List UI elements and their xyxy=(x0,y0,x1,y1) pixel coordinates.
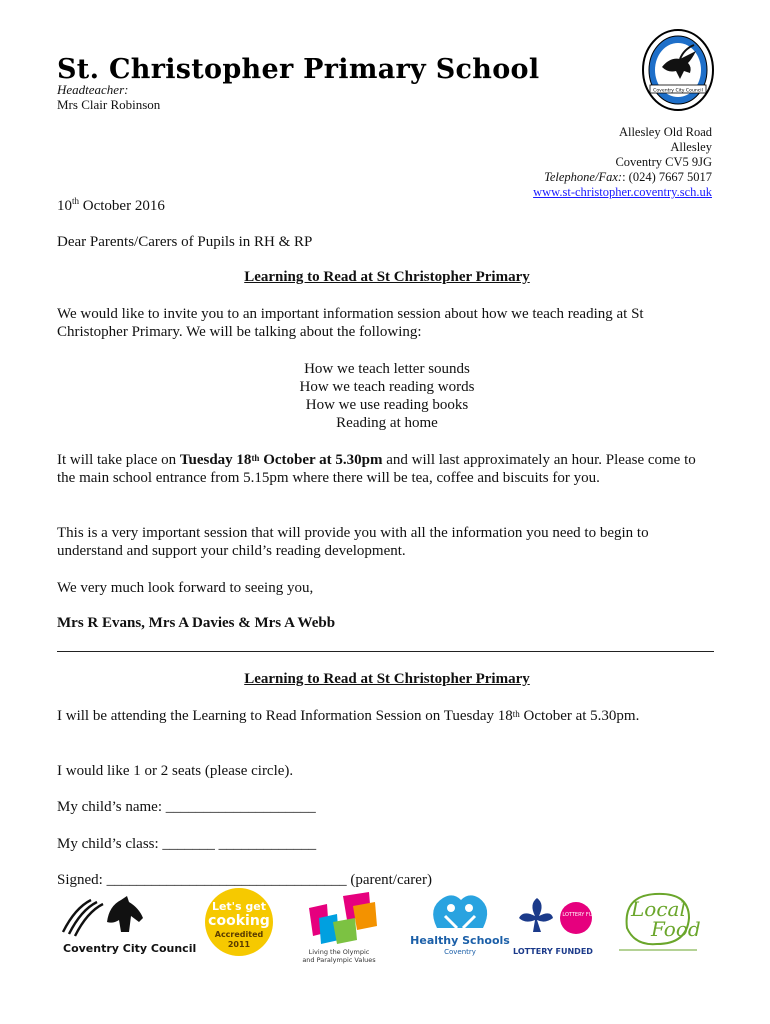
session-details-paragraph xyxy=(57,451,717,487)
topic-item: How we teach letter sounds xyxy=(304,361,470,377)
olympic-line-1: Living the Olympic xyxy=(308,948,370,956)
seats-statement: I would like 1 or 2 seats (please circle). xyxy=(57,763,294,779)
cooking-line-2: cooking xyxy=(208,913,270,929)
healthy-schools-logo xyxy=(410,895,510,956)
local-text: Local xyxy=(631,897,686,921)
local-food-logo xyxy=(619,894,701,950)
healthy-line-2: Coventry xyxy=(444,948,476,956)
cooking-line-3: Accredited xyxy=(214,930,264,939)
topic-item: How we teach reading words xyxy=(299,379,475,395)
topic-item: How we use reading books xyxy=(305,397,469,413)
address-line-1: Allesley Old Road xyxy=(618,125,712,139)
phone-number: : (024) 7667 5017 xyxy=(622,170,712,184)
importance-paragraph: This is a very important session that will provide you with all the information you need to begin to understand and support your child’s reading development. xyxy=(57,525,649,559)
when-date-bold: Tuesday 18 xyxy=(179,452,252,468)
when-time-bold: October at 5.30pm xyxy=(259,452,383,468)
healthy-line-1: Healthy Schools xyxy=(410,934,510,947)
signature-field[interactable]: Signed: ________________________________ (parent/carer) xyxy=(57,872,432,888)
olympic-values-logo xyxy=(302,892,377,964)
coventry-city-council-logo xyxy=(63,896,196,955)
intro-paragraph: We would like to invite you to an important information session about how we teach reading at St Christopher Primary. We will be talking about the following: xyxy=(57,306,644,340)
attend-pre: I will be attending the Learning to Read Information Session on Tuesday 18 xyxy=(57,708,513,724)
lets-get-cooking-logo xyxy=(205,888,273,956)
phone-line xyxy=(533,170,712,185)
when-date-suffix: th xyxy=(251,453,260,463)
slip-title: Learning to Read at St Christopher Primary xyxy=(244,671,530,687)
food-text: Food xyxy=(651,917,701,941)
letter-title: Learning to Read at St Christopher Primary xyxy=(244,269,530,285)
date-suffix: th xyxy=(72,196,80,206)
topic-item: Reading at home xyxy=(336,415,438,431)
lottery-text: LOTTERY FUNDED xyxy=(513,947,593,956)
ccc-text: Coventry City Council xyxy=(63,942,197,955)
attend-suffix: th xyxy=(512,709,520,719)
when-pre: It will take place on xyxy=(57,452,180,468)
phone-label: Telephone/Fax: xyxy=(544,170,623,184)
headteacher-label: Headteacher: xyxy=(57,82,129,97)
date-month-year: October 2016 xyxy=(79,198,165,214)
big-lottery-text: BIG LOTTERY FUND xyxy=(551,912,601,918)
topic-list xyxy=(57,360,717,432)
child-name-field[interactable]: My child’s name: ____________________ xyxy=(57,799,316,815)
olympic-line-2: and Paralympic Values xyxy=(302,956,376,964)
partner-logos xyxy=(57,888,717,968)
letter-date xyxy=(57,198,165,215)
attendance-statement xyxy=(57,707,717,725)
school-address xyxy=(533,125,712,200)
date-day: 10 xyxy=(57,198,72,214)
website-link[interactable]: www.st-christopher.coventry.sch.uk xyxy=(533,185,712,199)
signatories: Mrs R Evans, Mrs A Davies & Mrs A Webb xyxy=(57,615,336,631)
lottery-funded-logo xyxy=(513,898,600,956)
attend-post: October at 5.30pm. xyxy=(519,708,640,724)
school-crest-logo xyxy=(640,27,716,113)
logo-banner-text: Coventry City Council xyxy=(653,88,703,94)
cooking-line-4: 2011 xyxy=(227,940,251,949)
headteacher-name: Mrs Clair Robinson xyxy=(57,97,161,112)
when-post: and will last approximately an hour. Please come to the main school entrance from 5.15pm where there will be tea, coffee and biscuits for you. xyxy=(57,452,696,486)
cut-line-divider xyxy=(57,651,714,652)
closing-line: We very much look forward to seeing you, xyxy=(57,580,314,596)
school-name: St. Christopher Primary School xyxy=(57,54,540,85)
address-line-3: Coventry CV5 9JG xyxy=(615,155,712,169)
salutation: Dear Parents/Carers of Pupils in RH & RP xyxy=(57,234,313,250)
child-class-field[interactable]: My child’s class: _______ _____________ xyxy=(57,836,317,852)
cooking-line-1: Let's get xyxy=(211,900,267,913)
address-line-2: Allesley xyxy=(670,140,712,154)
